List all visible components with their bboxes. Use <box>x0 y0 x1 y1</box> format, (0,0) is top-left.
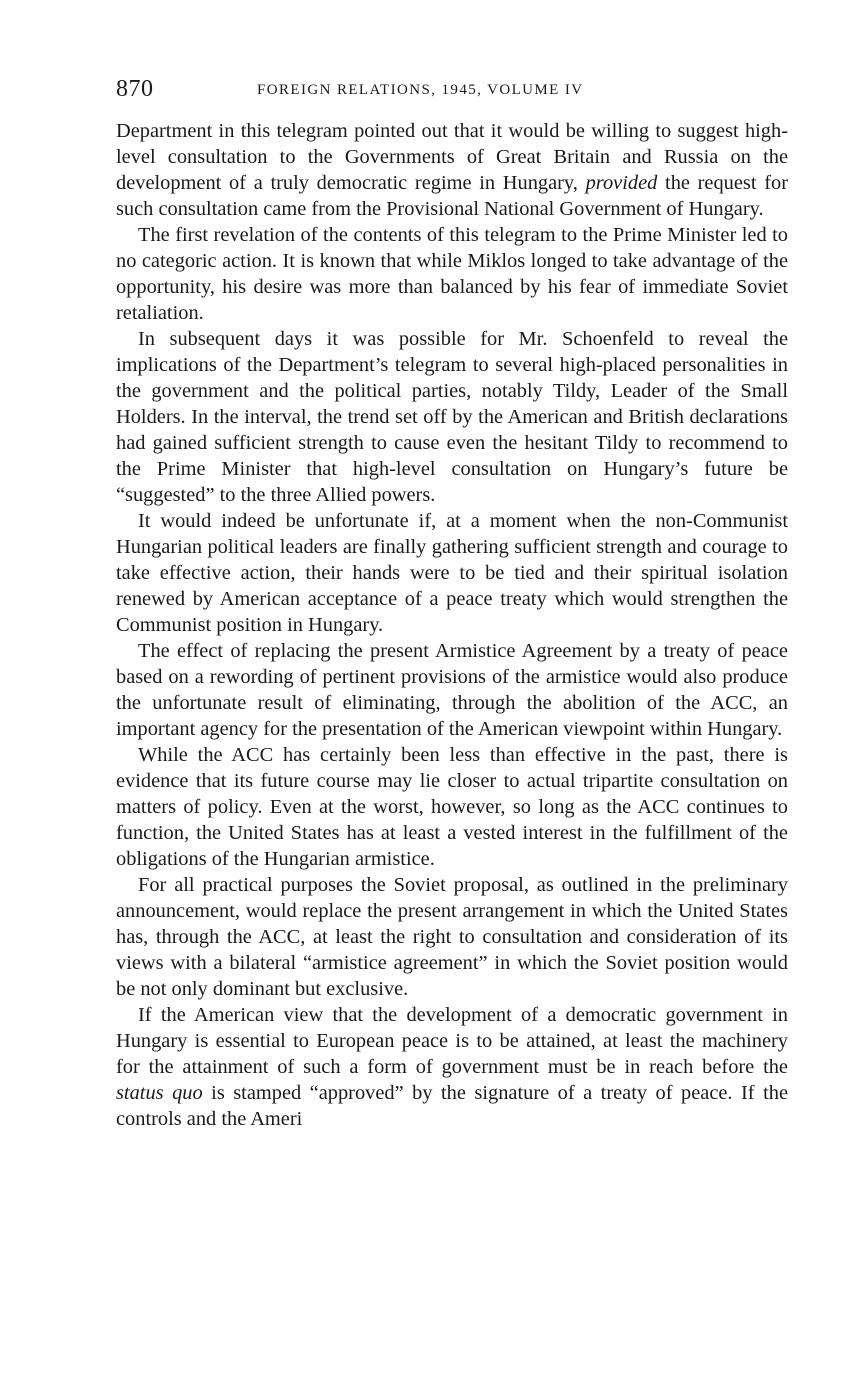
body-text <box>116 118 788 1132</box>
text-run: the request for such consultation came from the Provisional National Government of Hungary. <box>116 172 788 220</box>
page-number: 870 <box>116 76 154 102</box>
text-run: The effect of replacing the present Armistice Agreement by a treaty of peace based on a rewording of pertinent provisions of the armistice would also produce the unfortunate result of eliminating, through the abolition of the ACC, an important agency for the presentation of the American viewpoint within Hungary. <box>116 640 788 740</box>
paragraph <box>116 638 788 742</box>
paragraph <box>116 742 788 872</box>
document-page <box>116 76 788 1132</box>
text-run: In subsequent days it was possible for Mr. Schoenfeld to reveal the implications of the Department’s telegram to several high-placed personalities in the government and the political parties, notably Tildy, Leader of the Small Holders. In the interval, the trend set off by the American and British declarations had gained sufficient strength to cause even the hesitant Tildy to recommend to the Prime Minister that high-level consultation on Hungary’s future be “suggested” to the three Allied powers. <box>116 328 788 506</box>
paragraph <box>116 118 788 222</box>
text-run: If the American view that the development of a democratic government in Hungary is essential to European peace is to be attained, at least the machinery for the attainment of such a form of government must be in reach before the <box>116 1004 788 1078</box>
text-run: It would indeed be unfortunate if, at a moment when the non-Communist Hungarian political leaders are finally gathering sufficient strength and courage to take effective action, their hands were to be tied and their spiritual isolation renewed by American acceptance of a peace treaty which would strengthen the Communist position in Hungary. <box>116 510 788 636</box>
paragraph <box>116 326 788 508</box>
text-run: The first revelation of the contents of this telegram to the Prime Minister led to no categoric action. It is known that while Miklos longed to take advantage of the opportunity, his desire was more than balanced by his fear of immediate Soviet retaliation. <box>116 224 788 324</box>
running-header <box>116 76 788 106</box>
text-run: While the ACC has certainly been less than effective in the past, there is evidence that its future course may lie closer to actual tripartite consultation on matters of policy. Even at the worst, however, so long as the ACC continues to function, the United States has at least a vested interest in the fulfillment of the obligations of the Hungarian armistice. <box>116 744 788 870</box>
paragraph <box>116 872 788 1002</box>
paragraph <box>116 1002 788 1132</box>
paragraph <box>116 508 788 638</box>
paragraph <box>116 222 788 326</box>
text-run: Department in this telegram pointed out that it would be willing to suggest high-level consultation to the Governments of Great Britain and Russia on the development of a truly democratic regime in Hungary, <box>116 120 788 194</box>
running-title: FOREIGN RELATIONS, 1945, VOLUME IV <box>257 82 584 98</box>
text-run: is stamped “approved” by the signature of a treaty of peace. If the controls and the Ameri <box>116 1082 788 1130</box>
italic-text: provided <box>585 172 658 194</box>
text-run: For all practical purposes the Soviet proposal, as outlined in the preliminary announcement, would replace the present arrangement in which the United States has, through the ACC, at least the right to consultation and consideration of its views with a bilateral “armistice agreement” in which the Soviet position would be not only dominant but exclusive. <box>116 874 788 1000</box>
italic-text: status quo <box>116 1082 203 1104</box>
